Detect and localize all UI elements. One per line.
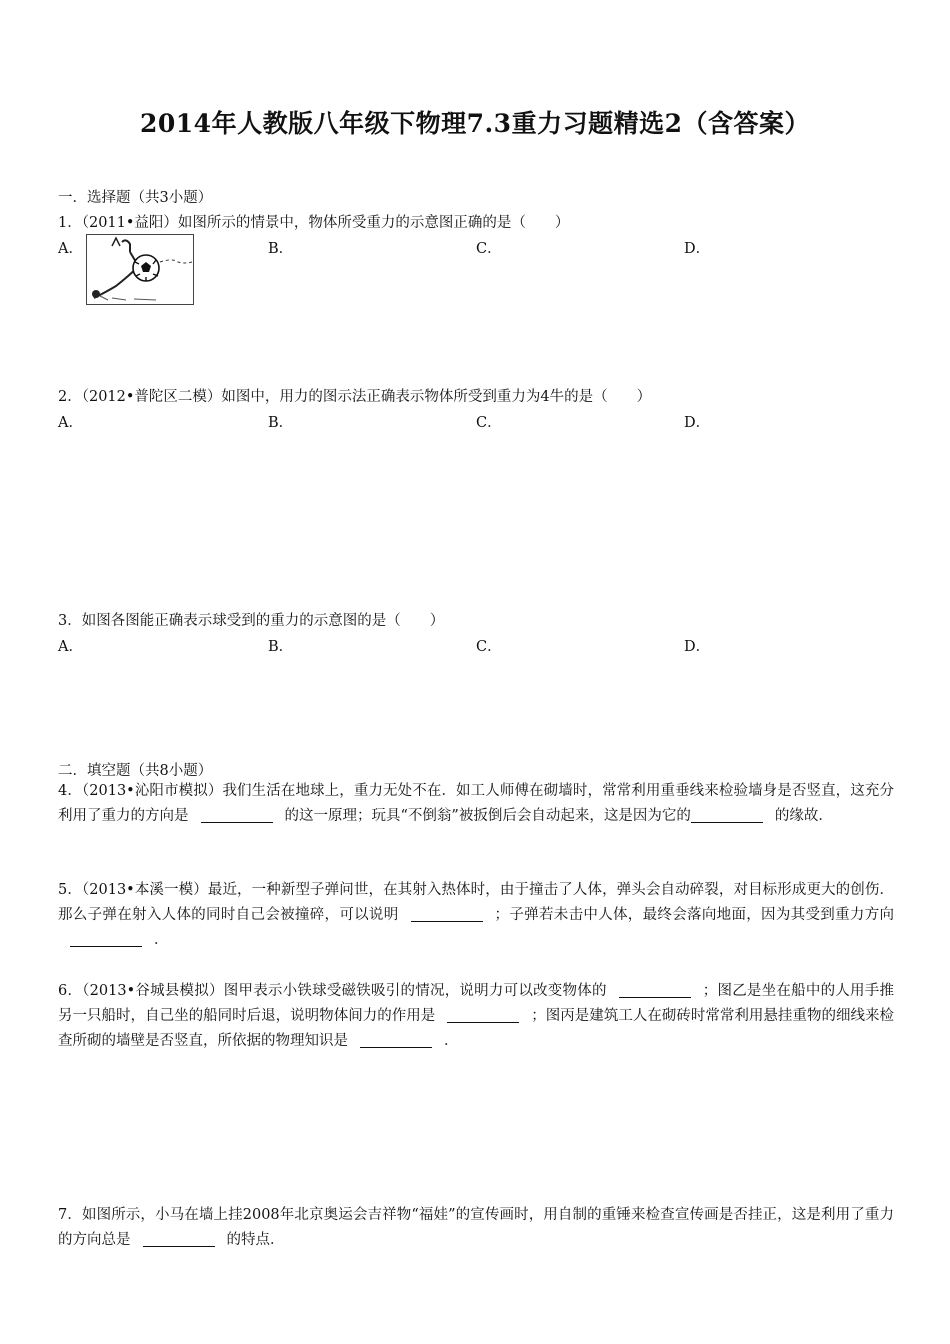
q1-option-a-label: A． bbox=[58, 241, 83, 257]
q1-option-b-label: B． bbox=[268, 241, 294, 257]
q5-answer-blank-2[interactable] bbox=[70, 930, 142, 947]
q4-answer-blank-2[interactable] bbox=[691, 806, 763, 823]
q6-answer-blank-2[interactable] bbox=[447, 1006, 519, 1023]
q7-text-2: 的特点． bbox=[226, 1232, 285, 1248]
q4-text-1: 4．（2013•沁阳市模拟）我们生活在地球上，重力无处不在．如工人师傅在砌墙时，常常利用重垂线来检验墙身是否竖直，这充分利用了重力的方向是 bbox=[58, 783, 894, 824]
q7-answer-blank-1[interactable] bbox=[143, 1230, 215, 1247]
q6-text-1: 6．（2013•谷城县模拟）图甲表示小铁球受磁铁吸引的情况，说明力可以改变物体的 bbox=[58, 983, 607, 999]
q6-answer-blank-1[interactable] bbox=[619, 981, 691, 998]
q3-option-b-label: B． bbox=[268, 639, 294, 655]
question-6 bbox=[58, 979, 894, 1054]
question-5 bbox=[58, 878, 894, 953]
q6-text-4: ． bbox=[444, 1033, 459, 1049]
q5-text-2: ；子弹若未击中人体，最终会落向地面，因为其受到重力方向 bbox=[494, 907, 895, 923]
q4-text-3: 的缘故． bbox=[774, 808, 833, 824]
soccer-ball-figure bbox=[86, 234, 194, 305]
q4-answer-blank-1[interactable] bbox=[201, 806, 273, 823]
q5-text-1: 5．（2013•本溪一模）最近，一种新型子弹问世，在其射入热体时，由于撞击了人体，弹头会自动碎裂，对目标形成更大的创伤．那么子弹在射入人体的同时自己会被撞碎，可以说明 bbox=[58, 882, 894, 923]
q2-option-b-label: B． bbox=[268, 415, 294, 431]
q2-option-d-label: D． bbox=[684, 415, 711, 431]
q5-text-3: ． bbox=[154, 932, 169, 948]
question-3-stem: 3．如图各图能正确表示球受到的重力的示意图的是（ ） bbox=[58, 613, 445, 629]
q2-option-a-label: A． bbox=[58, 415, 83, 431]
q6-text-3: ；图丙是建筑工人在砌砖时常常利用悬挂重物的细线来检查所砌的墙壁是否竖直，所依据的物理知识是 bbox=[58, 1008, 895, 1049]
section-heading-choice: 一．选择题（共3小题） bbox=[58, 190, 213, 206]
q3-option-c-label: C． bbox=[476, 639, 502, 655]
section-heading-fill: 二．填空题（共8小题） bbox=[58, 763, 213, 779]
q4-text-2: 的这一原理；玩具“不倒翁”被扳倒后会自动起来，这是因为它的 bbox=[284, 808, 691, 824]
question-1-stem: 1．（2011•益阳）如图所示的情景中，物体所受重力的示意图正确的是（ ） bbox=[58, 215, 570, 231]
q6-text-2: ；图乙是坐在船中的人用手推另一只船时，自己坐的船同时后退，说明物体间力的作用是 bbox=[58, 983, 894, 1024]
q7-text-1: 7．如图所示，小马在墙上挂2008年北京奥运会吉祥物“福娃”的宣传画时，用自制的重锤来检查宣传画是否挂正，这是利用了重力的方向总是 bbox=[58, 1207, 894, 1248]
q5-answer-blank-1[interactable] bbox=[411, 905, 483, 922]
q1-option-d-label: D． bbox=[684, 241, 711, 257]
question-4 bbox=[58, 779, 894, 829]
question-2-stem: 2．（2012•普陀区二模）如图中，用力的图示法正确表示物体所受到重力为4牛的是（ ） bbox=[58, 389, 652, 405]
q6-answer-blank-3[interactable] bbox=[360, 1031, 432, 1048]
q2-option-c-label: C． bbox=[476, 415, 502, 431]
q1-option-c-label: C． bbox=[476, 241, 502, 257]
page-title: 2014年人教版八年级下物理7.3重力习题精选2（含答案） bbox=[140, 109, 810, 138]
question-7 bbox=[58, 1203, 894, 1253]
q3-option-a-label: A． bbox=[58, 639, 83, 655]
q3-option-d-label: D． bbox=[684, 639, 711, 655]
